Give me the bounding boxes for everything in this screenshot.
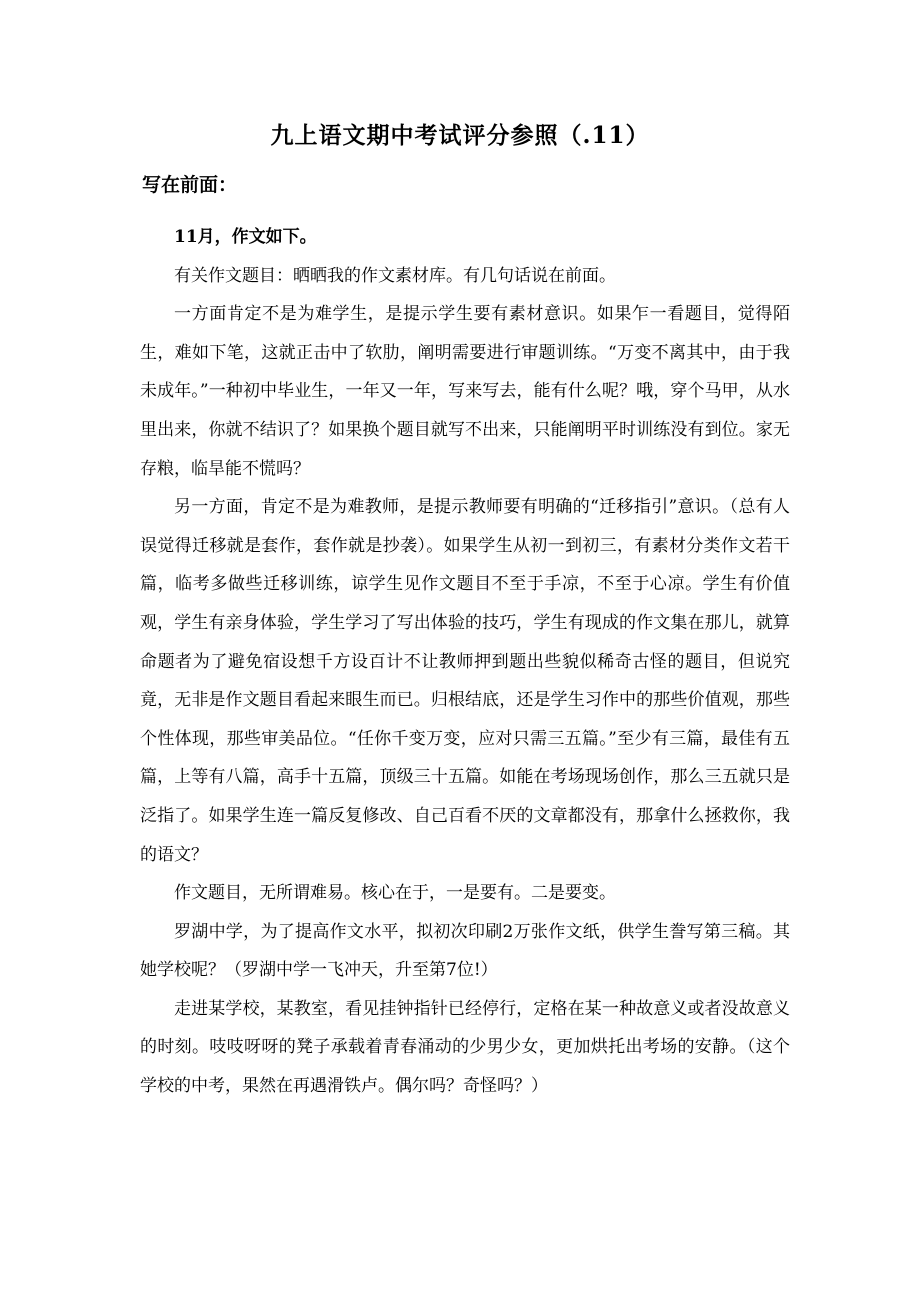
document-title: 九上语文期中考试评分参照（.11）	[270, 122, 650, 149]
paragraph-classroom: 走进某学校，某教室，看见挂钟指针已经停行，定格在某一种故意义或者没故意义的时刻。吱吱呀呀的凳子承载着青春涌动的少男少女，更加烘托出考场的安静。（这个学校的中考，果然在再遇滑铁卢。偶尔吗？奇怪吗？）	[140, 998, 790, 1097]
section-heading: 写在前面：	[142, 174, 238, 196]
paragraph-luohu: 罗湖中学，为了提高作文水平，拟初次印刷2万张作文纸，供学生誊写第三稿。其她学校呢？（罗湖中学一飞冲天，升至第7位!）	[140, 921, 790, 981]
paragraph-topic-intro: 有关作文题目：晒晒我的作文素材库。有几句话说在前面。	[174, 265, 616, 286]
paragraph-date-note: 11月，作文如下。	[174, 227, 317, 247]
paragraph-students: 一方面肯定不是为难学生，是提示学生要有素材意识。如果乍一看题目，觉得陌生，难如下笔，这就正击中了软肋，阐明需要进行审题训练。“万变不离其中，由于我未成年。”一种初中毕业生，一年又一年，写来写去，能有什么呢？哦，穿个马甲，从水里出来，你就不结识了？如果换个题目就写不出来，只能阐明平时训练没有到位。家无存粮，临旱能不慌吗？	[140, 304, 790, 479]
paragraph-topic-core: 作文题目，无所谓难易。核心在于，一是要有。二是要变。	[174, 883, 616, 904]
document-body	[140, 218, 790, 1106]
paragraph-teachers: 另一方面，肯定不是为难教师，是提示教师要有明确的“迁移指引”意识。（总有人误觉得迁移就是套作，套作就是抄袭）。如果学生从初一到初三，有素材分类作文若干篇，临考多做些迁移训练，谅学生见作文题目不至于手凉，不至于心凉。学生有价值观，学生有亲身体验，学生学习了写出体验的技巧，学生有现成的作文集在那儿，就算命题者为了避免宿设想千方设百计不让教师押到题出些貌似稀奇古怪的题目，但说究竟，无非是作文题目看起来眼生而已。归根结底，还是学生习作中的那些价值观，那些个性体现，那些审美品位。“任你千变万变，应对只需三五篇。”至少有三篇，最佳有五篇，上等有八篇，高手十五篇，顶级三十五篇。如能在考场现场创作，那么三五就只是泛指了。如果学生连一篇反复修改、自己百看不厌的文章都没有，那拿什么拯救你，我的语文？	[140, 497, 790, 865]
